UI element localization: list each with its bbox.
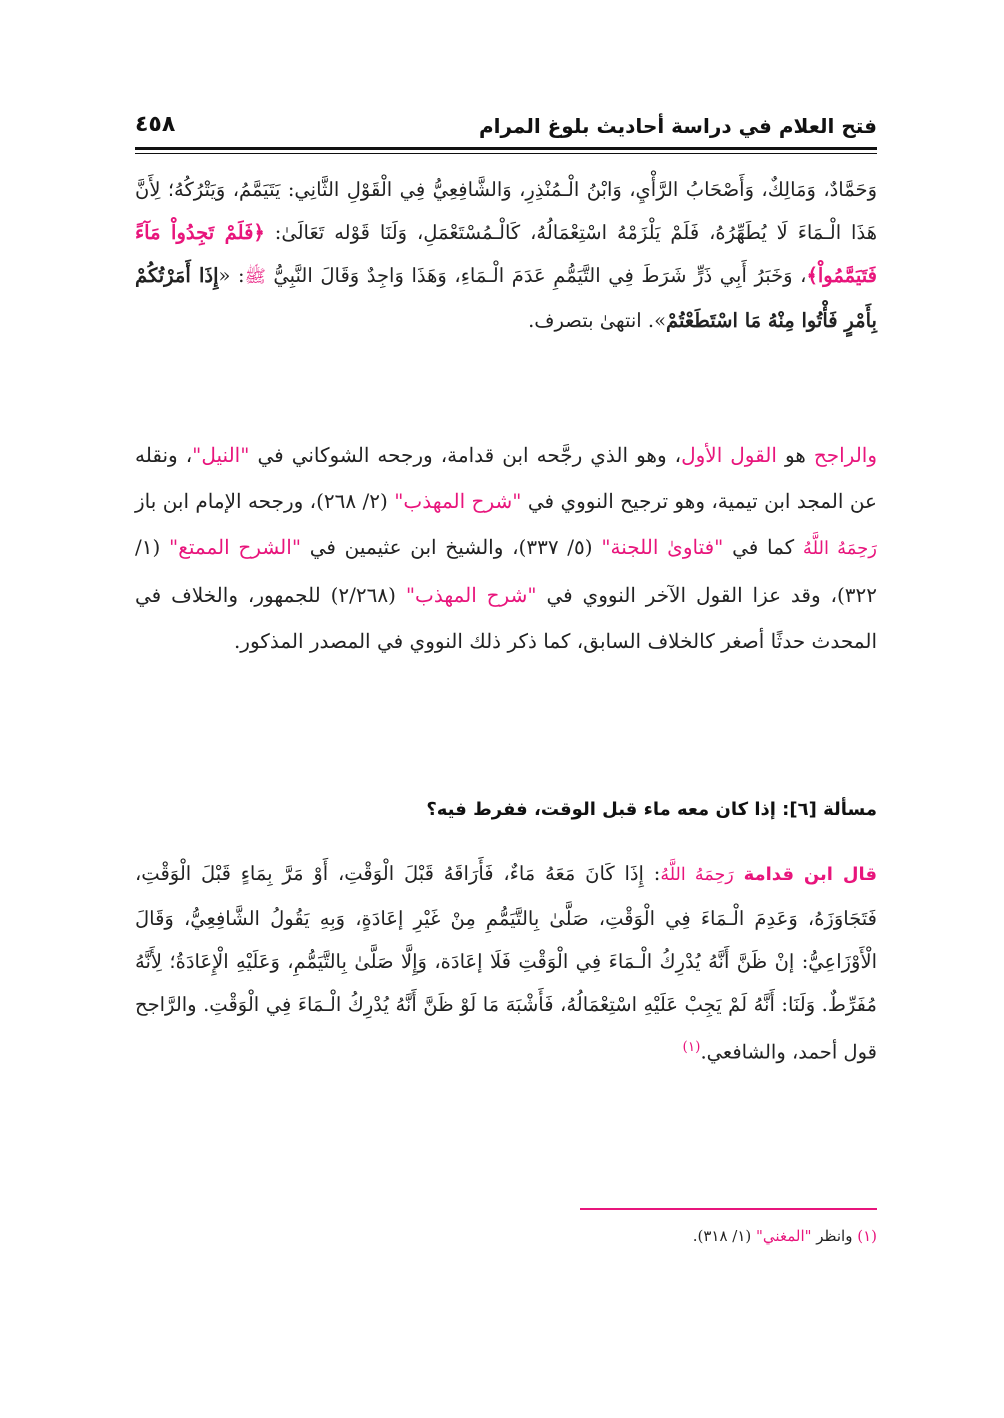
book-reference: "فتاوىٰ اللجنة"	[601, 535, 724, 559]
paragraph-text: (٢/ ٢٦٨)، ورجحه الإمام ابن باز	[135, 489, 395, 513]
footnote	[135, 1222, 877, 1250]
opinion-label: القول الأول	[681, 443, 777, 467]
footnote-separator	[580, 1208, 877, 1210]
running-title: فتح العلام في دراسة أحاديث بلوغ المرام	[478, 114, 877, 138]
paragraph-text: (٥/ ٣٣٧)، والشيخ ابن عثيمين في	[301, 535, 602, 559]
book-reference: "النيل"	[192, 443, 250, 467]
book-reference: "المغني"	[756, 1227, 812, 1245]
quote-text-2: ، وَخَبَرُ أَبِي ذَرٍّ شَرَطَ فِي التَّيَمُّمِ عَدَمَ الْـمَاءِ، وَهَذَا وَاجِدٌ وَقَالَ النَّبِيُّ	[273, 264, 807, 287]
footnote-marker: (١)	[857, 1227, 877, 1245]
quote-text-1: وَحَمَّادٌ، وَمَالِكٌ، وَأَصْحَابُ الرَّأْيِ، وَابْنُ الْـمُنْذِرِ، وَالشَّافِعِيُّ فِي الْقَوْلِ الثَّانِي: يَتَيَمَّمُ، وَيَتْرُكُهُ؛ لِأَنَّ هَذَا الْـمَاءَ لَا يُطَهِّرُهُ، فَلَمْ يَلْزَمْهُ اسْتِعْمَالُهُ، كَالْـمُسْتَعْمَلِ، وَلَنَا قَوْله تَعَالَىٰ:	[135, 178, 877, 244]
book-reference: "شرح المهذب"	[394, 489, 522, 513]
footnote-text: (١/ ٣١٨).	[692, 1227, 757, 1245]
paragraph-text: (١/ ٣٢٢)، وقد عزا القول الآخر النووي في	[135, 535, 877, 607]
honorific-symbol: رَحِمَهُ اللَّهُ	[802, 538, 877, 559]
paragraph-text: ، ونقله عن المجد ابن تيمية، وهو ترجيح النووي في	[135, 443, 877, 513]
page-header	[135, 110, 877, 150]
issue-heading: مسألة [٦]: إذا كان معه ماء قبل الوقت، ففرط فيه؟	[426, 799, 877, 820]
footnote-reference[interactable]: (١)	[682, 1039, 701, 1055]
preponderant-opinion-paragraph	[135, 432, 877, 664]
paragraph-text: : إِذَا كَانَ مَعَهُ مَاءٌ، فَأَرَاقَهُ قَبْلَ الْوَقْتِ، أَوْ مَرَّ بِمَاءٍ قَبْلَ الْوَقْتِ، فَتَجَاوَزَهُ، وَعَدِمَ الْـمَاءَ فِي الْوَقْتِ، صَلَّىٰ بِالتَّيَمُّمِ مِنْ غَيْرِ إعَادَةٍ، وَبِهِ يَقُولُ الشَّافِعِيُّ، وَقَالَ الْأَوْزَاعِيُّ: إنْ ظَنَّ أَنَّهُ يُدْرِكُ الْـمَاءَ فِي الْوَقْتِ فَلَا إعَادَة، وَإِلَّا صَلَّىٰ بِالتَّيَمُّمِ، وَعَلَيْهِ الْإِعَادَةُ؛ لِأَنَّهُ مُفَرِّطٌ. وَلَنَا: أَنَّهُ لَمْ يَجِبْ عَلَيْهِ اسْتِعْمَالُهُ، فَأَشْبَهَ مَا لَوْ ظَنَّ أَنَّهُ يُدْرِكُ الْـمَاءَ فِي الْوَقْتِ. والرَّاجح قول أحمد، والشافعي.	[135, 862, 877, 1064]
hadith-text: إِذَا أَمَرْتُكُمْ بِأَمْرٍ فَأْتُوا مِنْهُ مَا اسْتَطَعْتُمْ	[135, 264, 877, 332]
quote-text-3: : «	[218, 264, 245, 287]
quoted-passage	[135, 168, 877, 342]
page-number: ٤٥٨	[135, 112, 176, 137]
honorific-symbol: رَحِمَهُ اللَّهُ	[660, 865, 734, 885]
ibn-qudamah-paragraph	[135, 852, 877, 1074]
author-attribution: قال ابن قدامة	[743, 864, 877, 885]
salutation-symbol: ﷺ	[244, 267, 266, 287]
paragraph-text: (٢/٢٦٨) للجمهور، والخلاف في المحدث حدثًا أصغر كالخلاف السابق، كما ذكر ذلك النووي في المصدر المذكور.	[135, 583, 877, 653]
lead-word: والراجح	[813, 443, 878, 467]
book-reference: "الشرح الممتع"	[169, 535, 302, 559]
quran-verse: ﴿فَلَمْ تَجِدُواْ مَآءً فَتَيَمَّمُواْ﴾	[135, 221, 878, 287]
quote-text-4: ». انتهىٰ بتصرف.	[528, 309, 666, 332]
paragraph-text: كما في	[723, 535, 803, 559]
header-rule	[135, 147, 877, 150]
paragraph-text: ، وهو الذي رجَّحه ابن قدامة، ورجحه الشوكاني في	[249, 443, 682, 467]
header-rule-thin	[135, 153, 877, 154]
paragraph-text: هو	[776, 443, 814, 467]
book-reference: "شرح المهذب"	[405, 583, 537, 607]
footnote-text: وانظر	[811, 1227, 858, 1245]
